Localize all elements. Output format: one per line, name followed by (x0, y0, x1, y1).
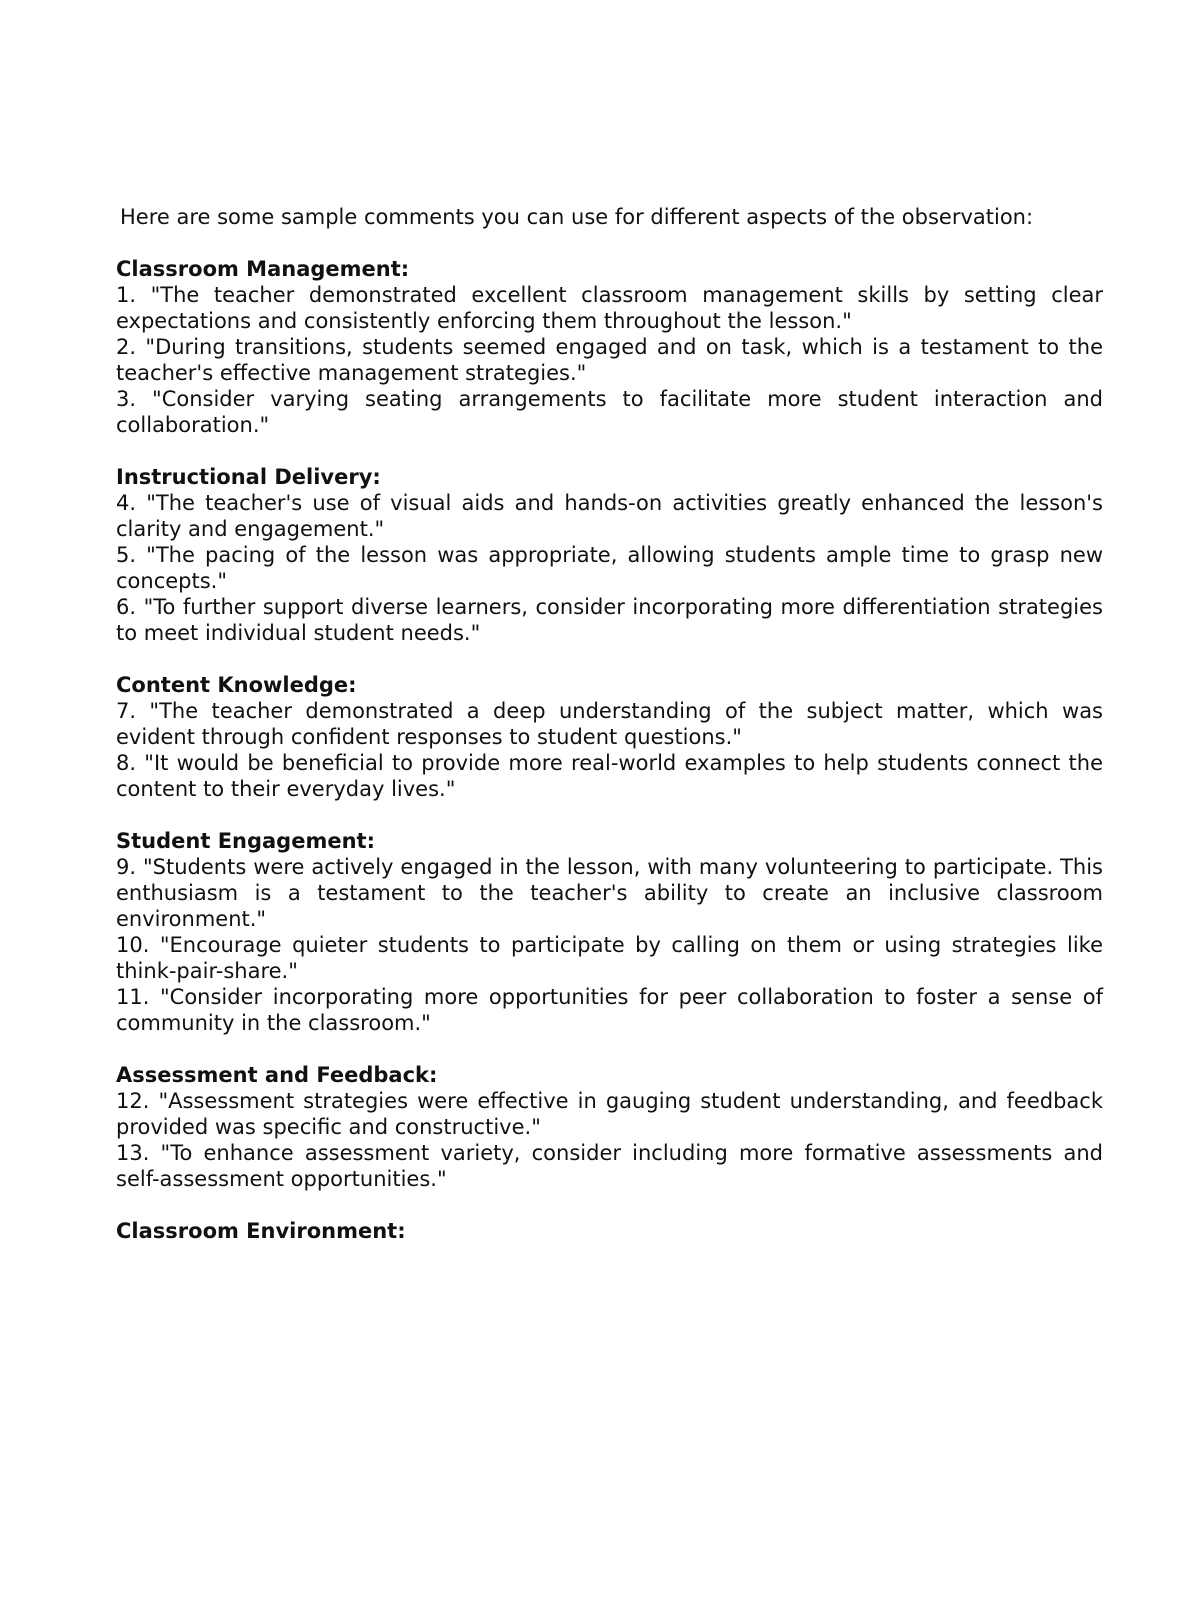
section-heading: Classroom Environment: (116, 1219, 406, 1243)
section-assessment-feedback (116, 1062, 1103, 1192)
section-classroom-management (116, 256, 1103, 438)
comment-item: 11. "Consider incorporating more opportunities for peer collaboration to foster a sense of community in the classroom." (116, 985, 1103, 1035)
section-heading: Assessment and Feedback: (116, 1063, 438, 1087)
comment-item: 12. "Assessment strategies were effective in gauging student understanding, and feedback provided was specific and constructive." (116, 1089, 1103, 1139)
comment-item: 2. "During transitions, students seemed engaged and on task, which is a testament to the teacher's effective management strategies." (116, 335, 1103, 385)
section-heading: Classroom Management: (116, 257, 410, 281)
section-instructional-delivery (116, 464, 1103, 646)
document-page (116, 204, 1103, 1270)
comment-item: 9. "Students were actively engaged in the lesson, with many volunteering to participate. This enthusiasm is a testament to the teacher's ability to create an inclusive classroom environment." (116, 855, 1103, 931)
section-heading: Instructional Delivery: (116, 465, 381, 489)
section-heading: Student Engagement: (116, 829, 375, 853)
section-heading: Content Knowledge: (116, 673, 357, 697)
section-student-engagement (116, 828, 1103, 1036)
comment-item: 6. "To further support diverse learners, consider incorporating more differentiation strategies to meet individual student needs." (116, 595, 1103, 645)
section-content-knowledge (116, 672, 1103, 802)
comment-item: 13. "To enhance assessment variety, consider including more formative assessments and self-assessment opportunities." (116, 1141, 1103, 1191)
comment-item: 10. "Encourage quieter students to participate by calling on them or using strategies like think-pair-share." (116, 933, 1103, 983)
comment-item: 1. "The teacher demonstrated excellent classroom management skills by setting clear expectations and consistently enforcing them throughout the lesson." (116, 283, 1103, 333)
comment-item: 8. "It would be beneficial to provide more real-world examples to help students connect the content to their everyday lives." (116, 751, 1103, 801)
comment-item: 4. "The teacher's use of visual aids and hands-on activities greatly enhanced the lesson's clarity and engagement." (116, 491, 1103, 541)
comment-item: 7. "The teacher demonstrated a deep understanding of the subject matter, which was evident through confident responses to student questions." (116, 699, 1103, 749)
section-classroom-environment (116, 1218, 1103, 1244)
comment-item: 3. "Consider varying seating arrangements to facilitate more student interaction and collaboration." (116, 387, 1103, 437)
intro-text: Here are some sample comments you can use for different aspects of the observation: (120, 205, 1034, 229)
comment-item: 5. "The pacing of the lesson was appropriate, allowing students ample time to grasp new concepts." (116, 543, 1103, 593)
